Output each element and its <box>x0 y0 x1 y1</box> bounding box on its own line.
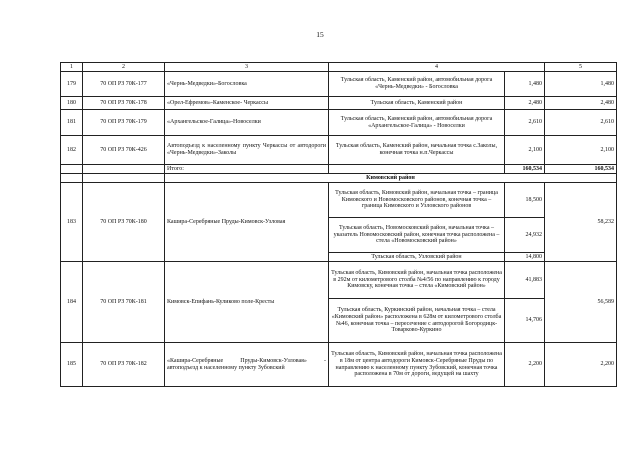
road-location: Тульская область, Каменский район, начальная точка с.Заколы, конечная точка н.п.Черкассы <box>329 136 505 165</box>
empty-cell <box>329 165 505 174</box>
road-code: 70 ОП РЗ 70К-180 <box>83 183 165 262</box>
road-code: 70 ОП РЗ 70К-179 <box>83 110 165 136</box>
segment-length: 2,200 <box>505 343 545 387</box>
empty-cell <box>83 174 165 183</box>
row-number: 181 <box>61 110 83 136</box>
empty-cell <box>83 165 165 174</box>
table-row <box>61 183 617 218</box>
road-name: «Архангельское-Галица»-Новоселки <box>165 110 329 136</box>
row-number: 185 <box>61 343 83 387</box>
page-number: 15 <box>316 30 324 39</box>
road-name: Кашира-Серебряные Пруды-Кимовск-Узловая <box>165 183 329 262</box>
road-code: 70 ОП РЗ 70К-178 <box>83 97 165 110</box>
total-length: 2,610 <box>545 110 617 136</box>
district-row <box>61 174 617 183</box>
segment-length: 2,610 <box>505 110 545 136</box>
total-length: 58,232 <box>545 183 617 262</box>
table-row <box>61 262 617 299</box>
roads-table <box>60 62 617 387</box>
table-row <box>61 97 617 110</box>
total-label: Итого: <box>165 165 329 174</box>
segment-length: 14,800 <box>505 253 545 262</box>
empty-cell <box>61 165 83 174</box>
road-name: «Чернь-Медведки»-Богословка <box>165 72 329 97</box>
road-name: «Кашира-Серебряные Пруды-Кимовск-Узловая» - автоподъезд к населенному пункту Зубовский <box>165 343 329 387</box>
table-row <box>61 110 617 136</box>
segment-length: 18,500 <box>505 183 545 218</box>
road-code: 70 ОП РЗ 70К-177 <box>83 72 165 97</box>
row-number: 183 <box>61 183 83 262</box>
road-name: Автоподъезд к населенному пункту Черкассы от автодороги «Чернь-Медведки»-Заколы <box>165 136 329 165</box>
road-location: Тульская область, Кимовский район, начальная точка – граница Кимовского и Новомосковского районов, конечная точка – граница Кимовского и Узловского районов <box>329 183 505 218</box>
segment-length: 2,100 <box>505 136 545 165</box>
total-length: 2,100 <box>545 136 617 165</box>
row-number: 179 <box>61 72 83 97</box>
total-length: 56,589 <box>545 262 617 343</box>
header-cell: 5 <box>545 63 617 72</box>
total-length: 1,480 <box>545 72 617 97</box>
table-row <box>61 136 617 165</box>
header-cell: 1 <box>61 63 83 72</box>
total-segment-length: 160,534 <box>505 165 545 174</box>
table-row <box>61 343 617 387</box>
road-code: 70 ОП РЗ 70К-426 <box>83 136 165 165</box>
road-code: 70 ОП РЗ 70К-182 <box>83 343 165 387</box>
header-cell: 2 <box>83 63 165 72</box>
total-row <box>61 165 617 174</box>
road-name: Кимовск-Епифань-Куликово поле-Кресты <box>165 262 329 343</box>
road-location: Тульская область, Каменский район, автомобильная дорога «Чернь-Медведки» - Богословка <box>329 72 505 97</box>
segment-length: 41,883 <box>505 262 545 299</box>
total-length: 160,534 <box>545 165 617 174</box>
road-location: Тульская область, Новомосковский район, начальная точка – указатель Новомосковский район, конечная точка расположена – стела «Новомосковский район» <box>329 218 505 253</box>
road-location: Тульская область, Кимовский район, начальная точка расположена в 18м от центра автодороги Кимовск-Серебряные Пруды по направлению к населенному пункту Зубовский, конечная точка расположена в 70м от дороги, ведущей на шахту <box>329 343 505 387</box>
road-location: Тульская область, Кимовский район, начальная точка расположена в 292м от километрового столба №4/56 по направлению к городу Кимовску, конечная точка – стела «Кимовский район» <box>329 262 505 299</box>
district-heading: Кимовский район <box>165 174 617 183</box>
empty-cell <box>61 174 83 183</box>
row-number: 184 <box>61 262 83 343</box>
row-number: 180 <box>61 97 83 110</box>
total-length: 2,200 <box>545 343 617 387</box>
segment-length: 14,706 <box>505 299 545 343</box>
road-location: Тульская область, Каменский район <box>329 97 505 110</box>
segment-length: 2,480 <box>505 97 545 110</box>
road-location: Тульская область, Каменский район, автомобильная дорога «Архангельское-Галица» - Новоселки <box>329 110 505 136</box>
segment-length: 24,932 <box>505 218 545 253</box>
road-code: 70 ОП РЗ 70К-181 <box>83 262 165 343</box>
table-row <box>61 72 617 97</box>
road-name: «Орел-Ефремов»-Каменское- Черкассы <box>165 97 329 110</box>
total-length: 2,480 <box>545 97 617 110</box>
road-location: Тульская область, Куркинский район, начальная точка – стела «Кимовский район» расположена в 628м от километрового столба №46, конечная точка – пересечение с автодорогой Богородицк-Товарково-Куркино <box>329 299 505 343</box>
header-cell: 3 <box>165 63 329 72</box>
row-number: 182 <box>61 136 83 165</box>
road-location: Тульская область, Узловский район <box>329 253 505 262</box>
header-cell: 4 <box>329 63 545 72</box>
segment-length: 1,480 <box>505 72 545 97</box>
column-header-row <box>61 63 617 72</box>
